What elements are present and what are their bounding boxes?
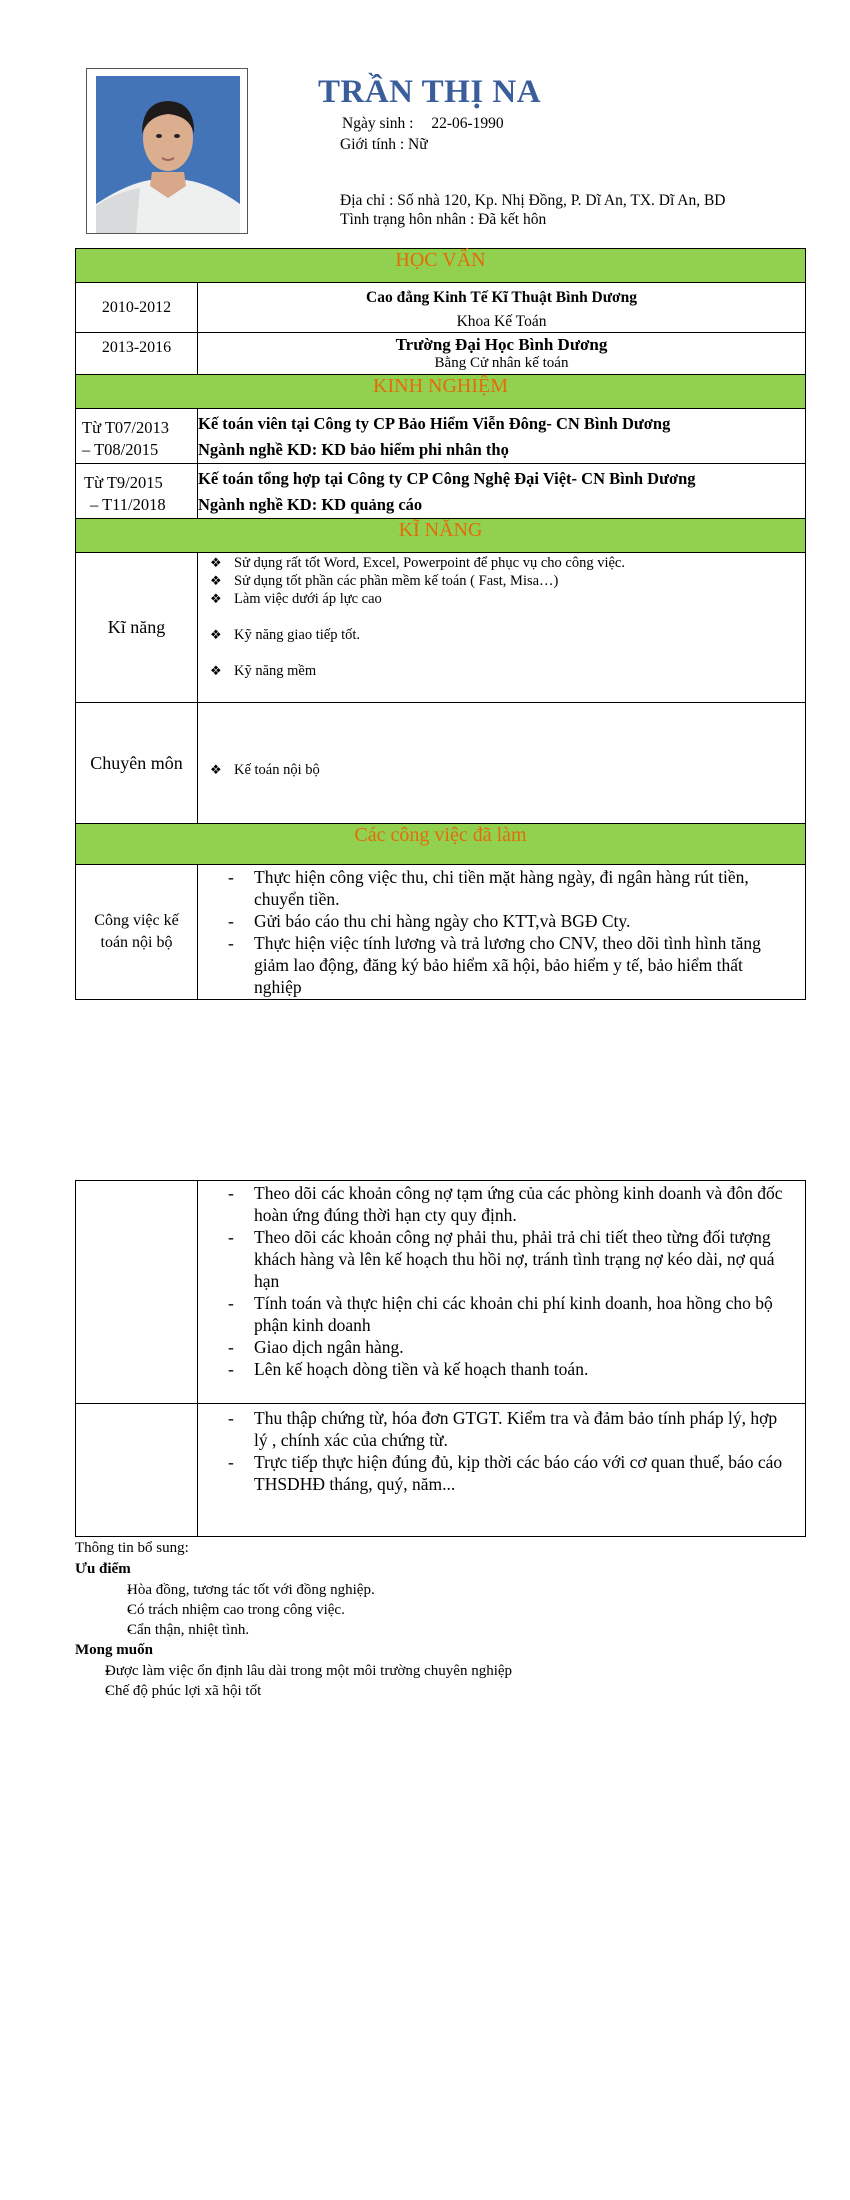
education-detail: Bằng Cử nhân kế toán <box>434 355 569 371</box>
jobs-row <box>76 865 806 1000</box>
address: Địa chỉ : Số nhà 120, Kp. Nhị Đồng, P. Dĩ An, TX. Dĩ An, BD <box>340 192 726 209</box>
education-school: Cao đẳng Kinh Tế Kĩ Thuật Bình Dương <box>366 289 638 306</box>
strengths-title: Ưu điểm <box>75 1561 131 1577</box>
education-school: Trường Đại Học Bình Dương <box>395 335 608 354</box>
strength-item: - Hòa đồng, tương tác tốt với đồng nghiệp. <box>101 1580 805 1600</box>
specialty-row <box>76 703 806 824</box>
job-item: - Giao dịch ngân hàng. <box>228 1336 789 1358</box>
education-row <box>76 283 806 333</box>
job-item: - Thu thập chứng từ, hóa đơn GTGT. Kiểm tra và đảm bảo tính pháp lý, hợp lý , chính xác của chứng từ. <box>228 1407 789 1451</box>
portrait-photo <box>96 76 240 233</box>
job-item: - Theo dõi các khoản công nợ tạm ứng của các phòng kinh doanh và đôn đốc hoàn ứng đúng thời hạn cty quy định. <box>228 1182 789 1226</box>
jobs-list-2 <box>198 1182 805 1380</box>
section-experience-title: KINH NGHIỆM <box>76 375 806 409</box>
marital-status: Tình trạng hôn nhân : Đã kết hôn <box>340 211 547 228</box>
job-item: - Lên kế hoạch dòng tiền và kế hoạch thanh toán. <box>228 1358 789 1380</box>
jobs-label-line2: toán nội bộ <box>100 934 173 951</box>
job-item: - Thực hiện công việc thu, chi tiền mặt hàng ngày, đi ngân hàng rút tiền, chuyển tiền. <box>228 866 789 910</box>
section-jobs-title: Các công việc đã làm <box>76 824 806 865</box>
jobs-row <box>76 1181 806 1404</box>
skills-list <box>198 554 805 680</box>
job-item: - Gửi báo cáo thu chi hàng ngày cho KTT,và BGĐ Cty. <box>228 910 789 932</box>
photo-frame <box>86 68 248 234</box>
experience-role: Kế toán viên tại Công ty CP Bảo Hiểm Viễn Đông- CN Bình Dương <box>198 414 671 433</box>
additional-info <box>75 1538 805 1701</box>
job-item: - Theo dõi các khoản công nợ phải thu, phải trả chi tiết theo từng đối tượng khách hàng và lên kế hoạch thu hồi nợ, tránh tình trạng nợ kéo dài, nợ quá hạn <box>228 1226 789 1292</box>
job-item: - Trực tiếp thực hiện đúng đủ, kịp thời các báo cáo với cơ quan thuế, báo cáo THSDHĐ tháng, quý, năm... <box>228 1451 789 1495</box>
wish-item: - Chế độ phúc lợi xã hội tốt <box>83 1681 805 1701</box>
skills-row <box>76 553 806 703</box>
experience-period-end: – T11/2018 <box>90 495 166 514</box>
candidate-name: TRẦN THỊ NA <box>318 74 542 110</box>
section-education-title: HỌC VẤN <box>76 249 806 283</box>
section-skills-title: KĨ NĂNG <box>76 519 806 553</box>
skill-item: ❖ Kỹ năng giao tiếp tốt. <box>210 626 805 644</box>
experience-industry: Ngành nghề KD: KD bảo hiểm phi nhân thọ <box>198 440 509 459</box>
job-item: - Thực hiện việc tính lương và trả lương cho CNV, theo dõi tình hình tăng giảm lao động, đăng ký bảo hiểm xã hội, bảo hiểm y tế, bảo hiểm thất nghiệp <box>228 932 789 998</box>
wishes-title: Mong muốn <box>75 1642 153 1658</box>
education-detail: Khoa Kế Toán <box>456 313 547 330</box>
jobs-label-line1: Công việc kế <box>94 912 179 929</box>
skill-item: ❖ Kỹ năng mềm <box>210 662 805 680</box>
experience-row <box>76 409 806 464</box>
dob-value: 22-06-1990 <box>431 115 504 132</box>
gender: Giới tính : Nữ <box>340 136 428 153</box>
strengths-list <box>75 1580 805 1640</box>
dob-label: Ngày sinh : <box>342 115 414 132</box>
skills-label: Kĩ năng <box>76 553 198 703</box>
jobs-list-1 <box>198 866 805 998</box>
experience-industry: Ngành nghề KD: KD quảng cáo <box>198 495 423 514</box>
skill-item: ❖ Làm việc dưới áp lực cao <box>210 590 805 608</box>
dob-row <box>342 113 504 134</box>
strength-item: - Có trách nhiệm cao trong công việc. <box>101 1600 805 1620</box>
job-item: - Tính toán và thực hiện chi các khoản chi phí kinh doanh, hoa hồng cho bộ phận kinh doanh <box>228 1292 789 1336</box>
strength-item: - Cẩn thận, nhiệt tình. <box>101 1620 805 1640</box>
jobs-row <box>76 1404 806 1537</box>
experience-period-start: Từ T9/2015 <box>84 473 163 492</box>
wish-item: - Được làm việc ổn định lâu dài trong một môi trường chuyên nghiệp <box>83 1661 805 1681</box>
cv-table-continued <box>75 1180 806 1537</box>
experience-role: Kế toán tổng hợp tại Công ty CP Công Nghệ Đại Việt- CN Bình Dương <box>198 469 696 488</box>
specialty-list <box>198 761 805 779</box>
cv-table-main <box>75 248 806 1000</box>
education-row <box>76 333 806 375</box>
experience-period-start: Từ T07/2013 <box>82 418 170 437</box>
jobs-list-3 <box>198 1407 805 1495</box>
wishes-list <box>75 1661 805 1701</box>
specialty-label: Chuyên môn <box>76 703 198 824</box>
experience-period-end: – T08/2015 <box>82 440 159 459</box>
specialty-item: ❖ Kế toán nội bộ <box>210 761 805 779</box>
skill-item: ❖ Sử dụng tốt phần các phần mềm kế toán ( Fast, Misa…) <box>210 572 805 590</box>
education-period: 2010-2012 <box>76 283 198 333</box>
additional-info-title: Thông tin bổ sung: <box>75 1540 189 1556</box>
skill-item: ❖ Sử dụng rất tốt Word, Excel, Powerpoint để phục vụ cho công việc. <box>210 554 805 572</box>
experience-row <box>76 464 806 519</box>
education-period: 2013-2016 <box>76 333 198 375</box>
